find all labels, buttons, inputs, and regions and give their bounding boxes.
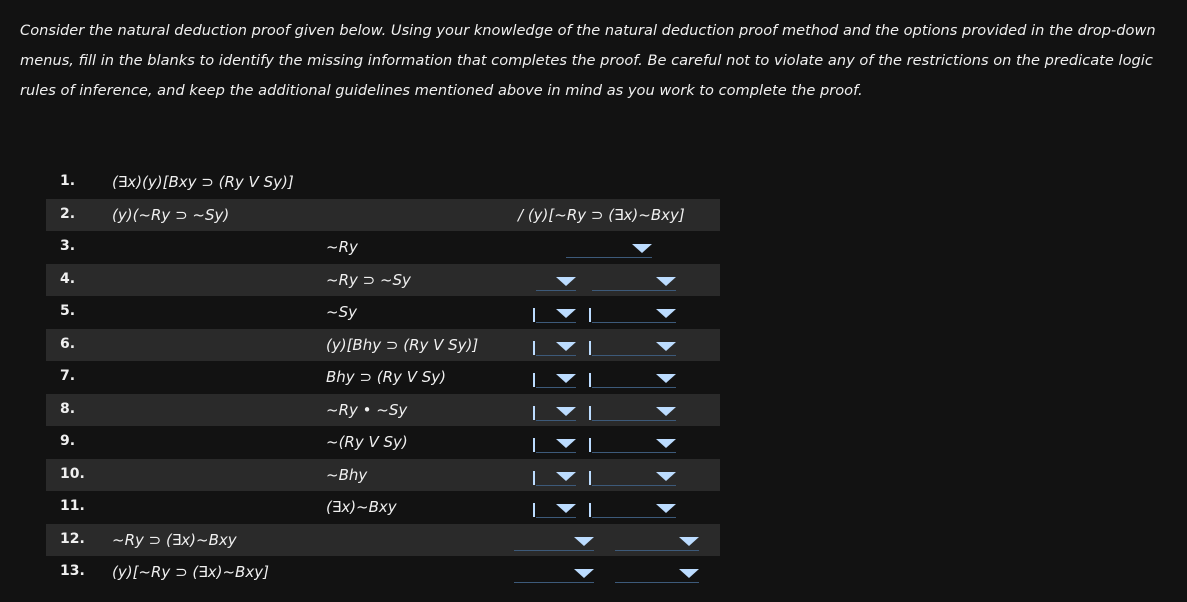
rule-dropdown[interactable] bbox=[615, 564, 699, 583]
rule-dropdown[interactable] bbox=[592, 499, 676, 518]
proof-line bbox=[46, 394, 720, 427]
line-number: 9. bbox=[60, 433, 76, 449]
rule-dropdown[interactable] bbox=[615, 532, 699, 551]
line-reference-dropdown[interactable] bbox=[536, 272, 576, 291]
chevron-down-icon bbox=[556, 309, 576, 318]
line-number: 12. bbox=[60, 530, 85, 547]
line-number: 13. bbox=[60, 563, 85, 579]
chevron-down-icon bbox=[556, 374, 576, 383]
derived-formula: ~Ry • ~Sy bbox=[326, 400, 408, 419]
derived-formula: ~Sy bbox=[326, 303, 357, 321]
divider bbox=[533, 503, 535, 517]
line-reference-dropdown[interactable] bbox=[536, 337, 576, 356]
rule-dropdown[interactable] bbox=[592, 434, 676, 453]
line-number: 4. bbox=[60, 270, 76, 287]
proof-line bbox=[46, 166, 720, 199]
justification-dropdown[interactable] bbox=[566, 239, 652, 258]
derived-formula: (∃x)~Bxy bbox=[326, 498, 397, 516]
proof-line bbox=[46, 491, 720, 524]
line-number: 10. bbox=[60, 465, 85, 482]
proof-line bbox=[46, 329, 720, 362]
chevron-down-icon bbox=[556, 277, 576, 286]
divider bbox=[533, 341, 535, 355]
rule-dropdown[interactable] bbox=[592, 337, 676, 356]
premise-formula: (y)(~Ry ⊃ ~Sy) bbox=[112, 205, 230, 224]
line-reference-dropdown[interactable] bbox=[536, 499, 576, 518]
line-reference-dropdown[interactable] bbox=[514, 532, 594, 551]
line-number: 7. bbox=[60, 368, 76, 384]
divider bbox=[589, 503, 591, 517]
premise-formula: (∃x)(y)[Bxy ⊃ (Ry V Sy)] bbox=[112, 173, 294, 191]
chevron-down-icon bbox=[556, 504, 576, 513]
chevron-down-icon bbox=[656, 407, 676, 416]
chevron-down-icon bbox=[679, 569, 699, 578]
chevron-down-icon bbox=[656, 374, 676, 383]
proof-line bbox=[46, 199, 720, 232]
proof-table bbox=[46, 166, 720, 589]
chevron-down-icon bbox=[656, 472, 676, 481]
divider bbox=[533, 373, 535, 387]
line-number: 8. bbox=[60, 400, 76, 417]
rule-dropdown[interactable] bbox=[592, 402, 676, 421]
rule-dropdown[interactable] bbox=[592, 304, 676, 323]
line-reference-dropdown[interactable] bbox=[536, 369, 576, 388]
proof-line bbox=[46, 524, 720, 557]
proof-line bbox=[46, 296, 720, 329]
divider bbox=[533, 406, 535, 420]
discharged-formula: (y)[~Ry ⊃ (∃x)~Bxy] bbox=[112, 563, 269, 581]
line-number: 6. bbox=[60, 335, 76, 352]
divider bbox=[533, 471, 535, 485]
discharged-formula: ~Ry ⊃ (∃x)~Bxy bbox=[112, 530, 237, 549]
chevron-down-icon bbox=[574, 537, 594, 546]
divider bbox=[589, 373, 591, 387]
divider bbox=[533, 438, 535, 452]
derived-formula: ~Ry ⊃ ~Sy bbox=[326, 270, 411, 289]
proof-line bbox=[46, 459, 720, 492]
conclusion-formula: / (y)[~Ry ⊃ (∃x)~Bxy] bbox=[518, 205, 685, 224]
derived-formula: ~Bhy bbox=[326, 465, 368, 484]
derived-formula: ~(Ry V Sy) bbox=[326, 433, 408, 451]
divider bbox=[533, 308, 535, 322]
derived-formula: Bhy ⊃ (Ry V Sy) bbox=[326, 368, 446, 386]
rule-dropdown[interactable] bbox=[592, 272, 676, 291]
line-reference-dropdown[interactable] bbox=[536, 304, 576, 323]
chevron-down-icon bbox=[632, 244, 652, 253]
chevron-down-icon bbox=[656, 309, 676, 318]
proof-line bbox=[46, 556, 720, 589]
proof-line bbox=[46, 264, 720, 297]
line-reference-dropdown[interactable] bbox=[536, 434, 576, 453]
chevron-down-icon bbox=[574, 569, 594, 578]
chevron-down-icon bbox=[656, 504, 676, 513]
proof-line bbox=[46, 426, 720, 459]
line-number: 5. bbox=[60, 303, 76, 319]
chevron-down-icon bbox=[679, 537, 699, 546]
line-number: 1. bbox=[60, 173, 76, 189]
chevron-down-icon bbox=[656, 277, 676, 286]
chevron-down-icon bbox=[556, 407, 576, 416]
derived-formula: ~Ry bbox=[326, 238, 358, 256]
divider bbox=[589, 438, 591, 452]
divider bbox=[589, 341, 591, 355]
chevron-down-icon bbox=[656, 439, 676, 448]
proof-line bbox=[46, 361, 720, 394]
instructions-text: Consider the natural deduction proof given below. Using your knowledge of the natural deduction proof method and the options provided in the drop-down menus, fill in the blanks to identify the missing information that completes the proof. Be careful not to violate any of the restrictions on the predicate logic rules of inference, and keep the additional guidelines mentioned above in mind as you work to complete the proof. bbox=[20, 22, 1156, 99]
line-number: 2. bbox=[60, 205, 76, 222]
chevron-down-icon bbox=[556, 439, 576, 448]
chevron-down-icon bbox=[656, 342, 676, 351]
rule-dropdown[interactable] bbox=[592, 467, 676, 486]
proof-line bbox=[46, 231, 720, 264]
line-reference-dropdown[interactable] bbox=[514, 564, 594, 583]
divider bbox=[589, 471, 591, 485]
line-reference-dropdown[interactable] bbox=[536, 402, 576, 421]
divider bbox=[589, 308, 591, 322]
line-number: 11. bbox=[60, 498, 85, 514]
line-number: 3. bbox=[60, 238, 76, 254]
rule-dropdown[interactable] bbox=[592, 369, 676, 388]
derived-formula: (y)[Bhy ⊃ (Ry V Sy)] bbox=[326, 335, 479, 354]
chevron-down-icon bbox=[556, 472, 576, 481]
line-reference-dropdown[interactable] bbox=[536, 467, 576, 486]
divider bbox=[589, 406, 591, 420]
chevron-down-icon bbox=[556, 342, 576, 351]
